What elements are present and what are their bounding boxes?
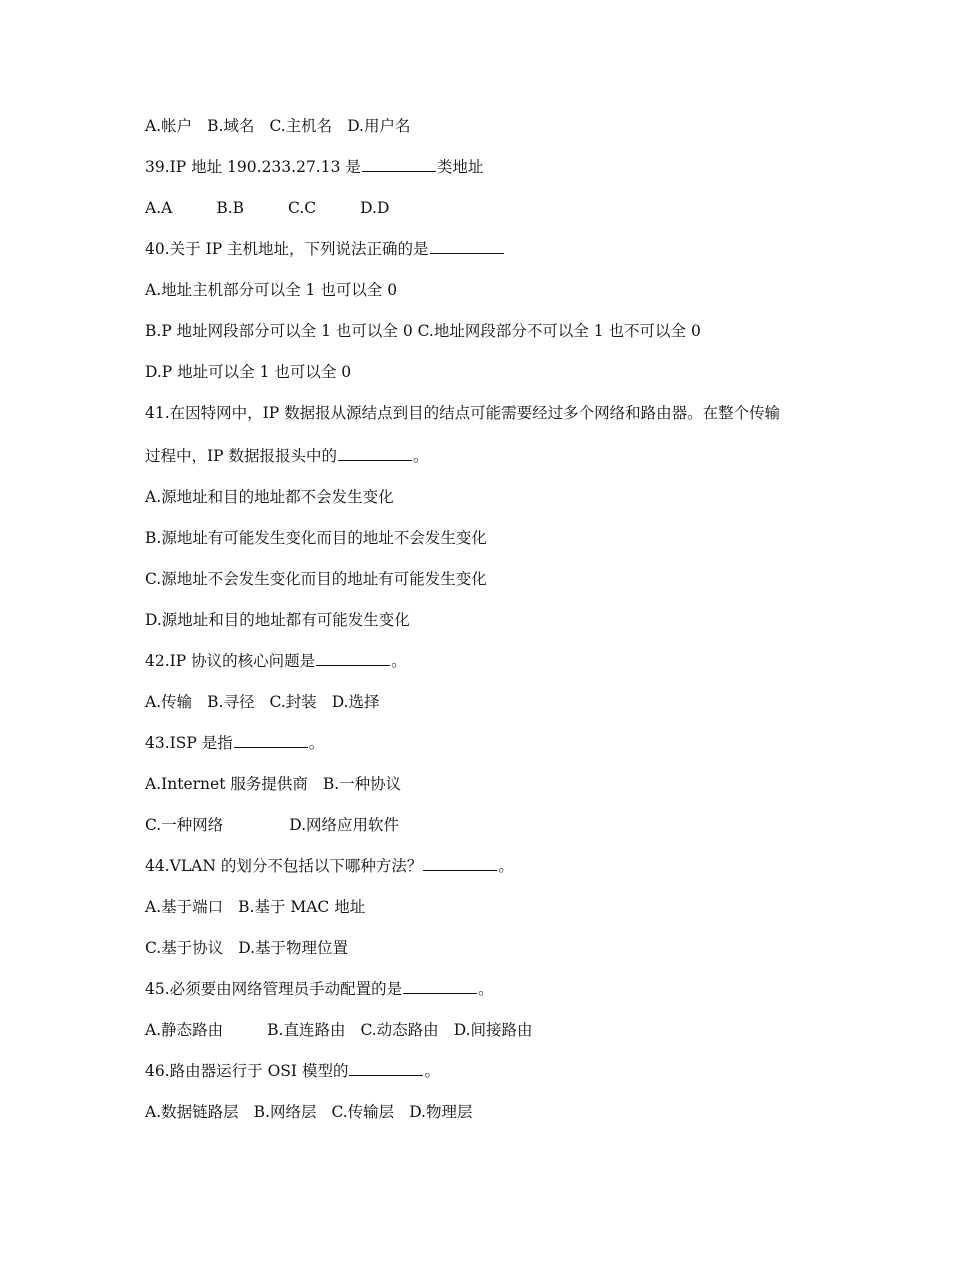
question-43 (145, 729, 845, 770)
answer-blank (430, 237, 504, 254)
answer-blank (234, 731, 308, 748)
question-42 (145, 647, 845, 688)
option-41-a: A.源地址和目的地址都不会发生变化 (145, 488, 394, 506)
option-41-d: D.源地址和目的地址都有可能发生变化 (145, 611, 410, 629)
option-c: C.主机名 (269, 117, 333, 135)
question-text: 过程中，IP 数据报报头中的 (145, 447, 337, 465)
option-b: B.域名 (207, 117, 255, 135)
question-suffix: 。 (308, 734, 325, 752)
options-line-43-cd (145, 811, 845, 852)
option-d: D.间接路由 (453, 1021, 533, 1039)
option-d: D.物理层 (409, 1103, 473, 1121)
options-line-46 (145, 1098, 845, 1139)
question-text: 43.ISP 是指 (145, 734, 233, 752)
question-41-line2 (145, 442, 845, 483)
option-c: C.动态路由 (360, 1021, 439, 1039)
option-d: D.网络应用软件 (289, 816, 400, 834)
option-40-b-c: B.P 地址网段部分可以全 1 也可以全 0 C.地址网段部分不可以全 1 也不可以全 0 (145, 322, 701, 340)
question-41-line1: 41.在因特网中，IP 数据报从源结点到目的结点可能需要经过多个网络和路由器。在整个传输 (145, 404, 781, 422)
answer-blank (423, 854, 497, 871)
option-d: D.基于物理位置 (238, 939, 349, 957)
question-46 (145, 1057, 845, 1098)
answer-blank (349, 1059, 423, 1076)
options-line-45 (145, 1016, 845, 1057)
question-suffix: 。 (412, 447, 429, 465)
option-a: A.A (145, 199, 173, 217)
option-41-b: B.源地址有可能发生变化而目的地址不会发生变化 (145, 529, 487, 547)
options-line-38 (145, 112, 845, 153)
option-b: B.一种协议 (322, 775, 402, 793)
options-line-44-cd (145, 934, 845, 975)
question-suffix: 类地址 (436, 158, 484, 176)
option-b: B.网络层 (253, 1103, 317, 1121)
question-suffix: 。 (498, 857, 514, 875)
option-d: D.D (360, 199, 390, 217)
question-39 (145, 153, 845, 194)
question-44 (145, 852, 845, 893)
options-line-39 (145, 194, 845, 235)
option-40-a: A.地址主机部分可以全 1 也可以全 0 (145, 281, 398, 299)
question-list (145, 112, 845, 1139)
option-c: C.一种网络 (145, 816, 224, 834)
question-text: 42.IP 协议的核心问题是 (145, 652, 316, 670)
option-b: B.B (216, 199, 245, 217)
option-b: B.基于 MAC 地址 (238, 898, 366, 916)
option-a: A.传输 (145, 693, 193, 711)
option-c: C.传输层 (331, 1103, 395, 1121)
option-a: A.帐户 (145, 117, 193, 135)
options-line-44-ab (145, 893, 845, 934)
answer-blank (403, 977, 477, 994)
question-40 (145, 235, 845, 276)
question-text: 46.路由器运行于 OSI 模型的 (145, 1062, 349, 1080)
question-suffix: 。 (478, 980, 494, 998)
option-a: A.Internet 服务提供商 (145, 775, 308, 793)
option-a: A.基于端口 (145, 898, 224, 916)
question-text: 44.VLAN 的划分不包括以下哪种方法？ (145, 857, 423, 875)
answer-blank (362, 155, 436, 172)
options-line-43-ab (145, 770, 845, 811)
answer-blank (316, 649, 390, 666)
option-c: C.基于协议 (145, 939, 224, 957)
question-text: 40.关于 IP 主机地址，下列说法正确的是 (145, 240, 429, 258)
question-suffix: 。 (424, 1062, 440, 1080)
question-suffix: 。 (391, 652, 407, 670)
option-b: B.寻径 (207, 693, 255, 711)
option-b: B.直连路由 (267, 1021, 346, 1039)
option-a: A.数据链路层 (145, 1103, 239, 1121)
option-40-d: D.P 地址可以全 1 也可以全 0 (145, 363, 352, 381)
option-c: C.C (288, 199, 317, 217)
option-d: D.选择 (331, 693, 380, 711)
option-41-c: C.源地址不会发生变化而目的地址有可能发生变化 (145, 570, 487, 588)
question-45 (145, 975, 845, 1016)
options-line-42 (145, 688, 845, 729)
answer-blank (338, 444, 412, 461)
option-d: D.用户名 (347, 117, 411, 135)
option-a: A.静态路由 (145, 1021, 224, 1039)
option-c: C.封装 (269, 693, 317, 711)
question-text: 45.必须要由网络管理员手动配置的是 (145, 980, 403, 998)
question-text: 39.IP 地址 190.233.27.13 是 (145, 158, 361, 176)
